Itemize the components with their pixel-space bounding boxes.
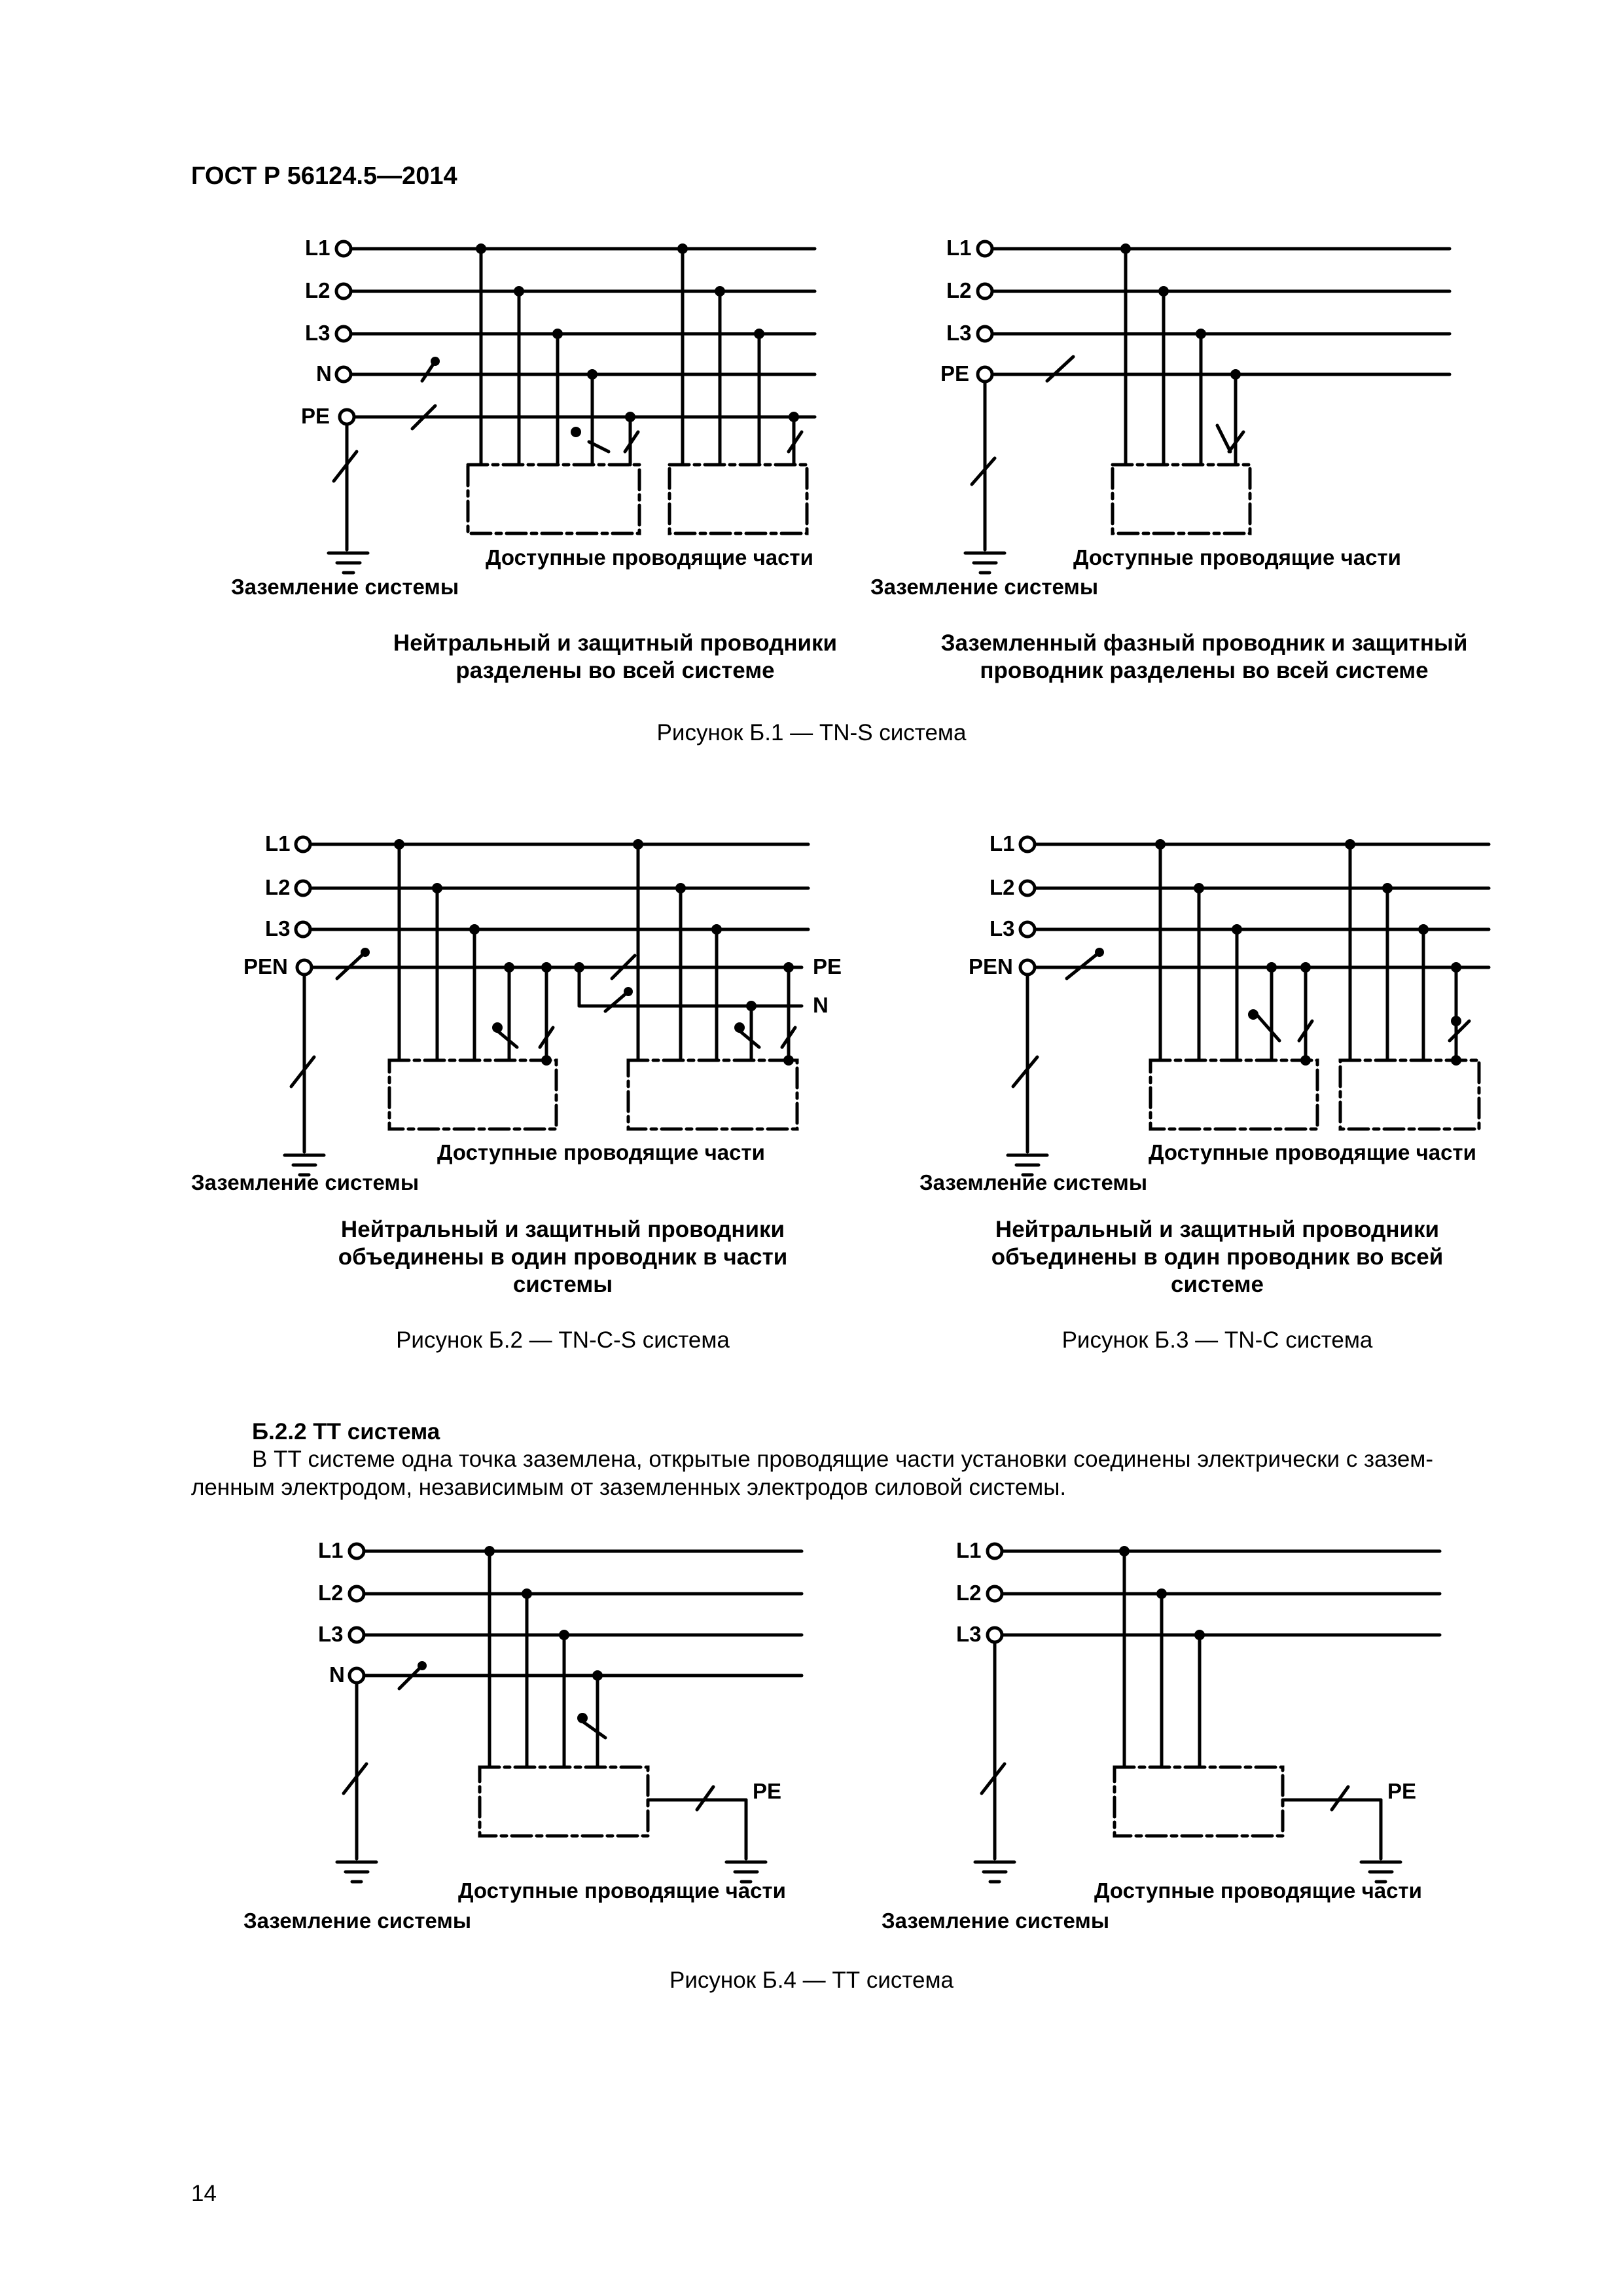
label-l3: L3 <box>265 916 291 941</box>
document-header: ГОСТ Р 56124.5—2014 <box>191 162 457 190</box>
label-l3: L3 <box>956 1622 982 1646</box>
exposed-parts-label: Доступные проводящие части <box>1073 545 1401 569</box>
label-l3: L3 <box>318 1622 344 1646</box>
page-number: 14 <box>191 2181 217 2206</box>
figure-b3-title: Рисунок Б.3 — TN-C система <box>1061 1327 1373 1353</box>
label-l3: L3 <box>990 916 1015 941</box>
paragraph-line-1: В ТТ системе одна точка заземлена, открытые проводящие части установки соединены электрически с зазем- <box>252 1446 1434 1472</box>
exposed-parts-label: Доступные проводящие части <box>486 545 813 569</box>
system-grounding-label: Заземление системы <box>919 1170 1148 1194</box>
diagram-b1-right <box>965 249 1450 573</box>
label-l2: L2 <box>946 278 972 302</box>
label-l1: L1 <box>956 1538 982 1562</box>
paragraph-line-2: ленным электродом, независимым от заземленных электродов силовой системы. <box>191 1475 1067 1500</box>
exposed-parts-label: Доступные проводящие части <box>437 1140 765 1164</box>
label-l1: L1 <box>318 1538 344 1562</box>
label-l1: L1 <box>990 831 1015 855</box>
section-heading: Б.2.2 ТТ система <box>252 1419 440 1444</box>
label-pe: PE <box>1387 1779 1417 1803</box>
figure-b3-caption: Нейтральный и защитный проводники объединены в один проводник во всей системе <box>991 1217 1444 1297</box>
diagram-b3 <box>1008 844 1489 1175</box>
figure-b2-caption: Нейтральный и защитный проводники объединены в один проводник в части системы <box>338 1217 788 1297</box>
label-l2: L2 <box>265 875 291 899</box>
exposed-parts-label: Доступные проводящие части <box>458 1878 786 1903</box>
diagram-b1-left <box>329 249 815 573</box>
label-pe: PE <box>753 1779 782 1803</box>
label-l2: L2 <box>318 1581 344 1605</box>
diagram-b4-right <box>975 1551 1440 1882</box>
system-grounding-label: Заземление системы <box>243 1909 472 1933</box>
exposed-parts-label: Доступные проводящие части <box>1149 1140 1476 1164</box>
label-l2: L2 <box>305 278 330 302</box>
label-l2: L2 <box>990 875 1015 899</box>
label-l2: L2 <box>956 1581 982 1605</box>
system-grounding-label: Заземление системы <box>870 575 1099 599</box>
label-l1: L1 <box>305 236 330 260</box>
label-l1: L1 <box>265 831 291 855</box>
label-pen: PEN <box>969 954 1013 978</box>
label-n: N <box>316 361 332 386</box>
system-grounding-label: Заземление системы <box>231 575 459 599</box>
system-grounding-label: Заземление системы <box>191 1170 419 1194</box>
label-pe: PE <box>813 954 842 978</box>
figure-b1-title: Рисунок Б.1 — TN-S система <box>656 720 967 745</box>
diagram-b4-left <box>337 1551 802 1882</box>
figure-b1-right-caption: Заземленный фазный проводник и защитный проводник разделены во всей системе <box>940 630 1468 683</box>
label-l1: L1 <box>946 236 972 260</box>
figure-b4-title: Рисунок Б.4 — ТТ система <box>669 1967 954 1993</box>
figure-b2-title: Рисунок Б.2 — TN-C-S система <box>396 1327 730 1353</box>
figure-b1-left-caption: Нейтральный и защитный проводники разделены во всей системе <box>393 630 838 683</box>
exposed-parts-label: Доступные проводящие части <box>1094 1878 1422 1903</box>
label-n: N <box>813 993 829 1017</box>
label-n: N <box>329 1662 345 1687</box>
label-pen: PEN <box>243 954 288 978</box>
label-l3: L3 <box>305 321 330 345</box>
system-grounding-label: Заземление системы <box>882 1909 1110 1933</box>
label-pe: PE <box>940 361 970 386</box>
label-pe: PE <box>301 404 330 428</box>
label-l3: L3 <box>946 321 972 345</box>
diagram-b2 <box>285 844 808 1175</box>
